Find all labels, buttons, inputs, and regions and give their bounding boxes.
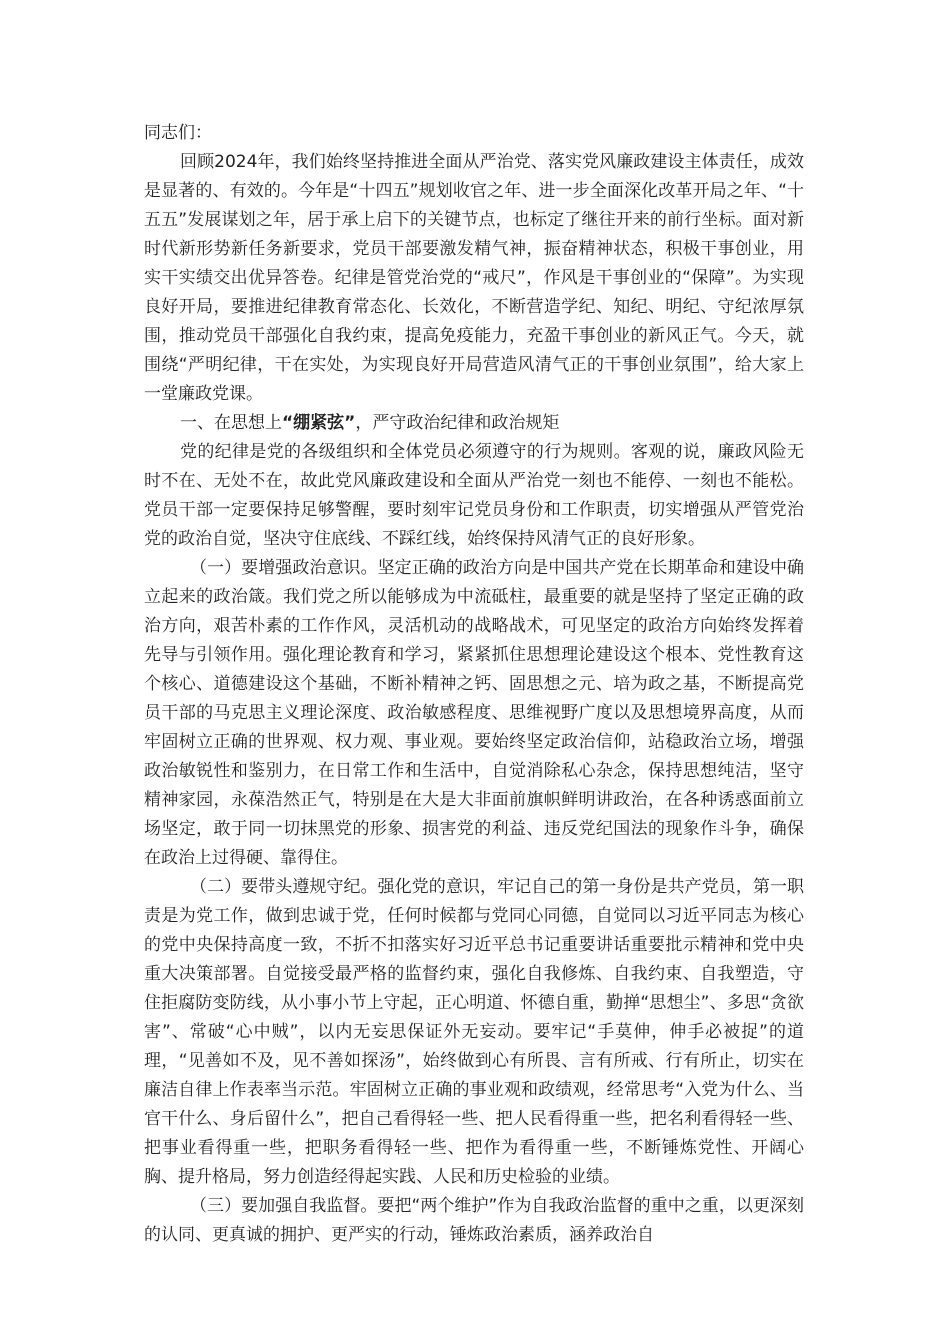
point-paragraph-3: （三）要加强自我监督。要把“两个维护”作为自我政治监督的重中之重，以更深刻的认同、更真诚的拥护、更严实的行动，锤炼政治素质，涵养政治自 [144,1196,804,1245]
document-body [144,119,804,1250]
section-heading-emphasis: “绷紧弦” [282,413,356,433]
point-paragraph-2: （二）要带头遵规守纪。强化党的意识，牢记自己的第一身份是共产党员，第一职责是为党工作，做到忠诚于党，任何时候都与党同心同德，自觉同以习近平同志为核心的党中央保持高度一致，不折不扣落实好习近平总书记重要讲话重要批示精神和党中央重大决策部署。自觉接受最严格的监督约束，强化自我修炼、自我约束、自我塑造，守住拒腐防变防线，从小事小节上守起，正心明道、怀德自重，勤掸“思想尘”、多思“贪欲害”、常破“心中贼”，以内无妄思保证外无妄动。要牢记“手莫伸，伸手必被捉”的道理，“见善如不及，见不善如探汤”，始终做到心有所畏、言有所戒、行有所止，切实在廉洁自律上作表率当示范。牢固树立正确的事业观和政绩观，经常思考“入党为什么、当官干什么、身后留什么”，把自己看得轻一些、把人民看得重一些，把名利看得轻一些、把事业看得重一些，把职务看得轻一些、把作为看得重一些，不断锤炼党性、开阔心胸、提升格局，努力创造经得起实践、人民和历史检验的业绩。 [144,877,804,1187]
section-heading [144,409,804,438]
point-paragraph-1: （一）要增强政治意识。坚定正确的政治方向是中国共产党在长期革命和建设中确立起来的政治箴。我们党之所以能够成为中流砥柱，最重要的就是坚持了坚定正确的政治方向，艰苦朴素的工作作风，灵活机动的战略战术，可见坚定的政治方向始终发挥着先导与引领作用。强化理论教育和学习，紧紧抓住思想理论建设这个根本、党性教育这个核心、道德建设这个基础，不断补精神之钙、固思想之元、培为政之基，不断提高党员干部的马克思主义理论深度、政治敏感程度、思维视野广度以及思想境界高度，从而牢固树立正确的世界观、权力观、事业观。要始终坚定政治信仰，站稳政治立场，增强政治敏锐性和鉴别力，在日常工作和生活中，自觉消除私心杂念，保持思想纯洁，坚守精神家园，永葆浩然正气，特别是在大是大非面前旗帜鲜明讲政治，在各种诱惑面前立场坚定，敢于同一切抹黑党的形象、损害党的利益、违反党纪国法的现象作斗争，确保在政治上过得硬、靠得住。 [144,558,804,868]
section-heading-prefix: 一、在思想上 [180,413,282,433]
section-heading-suffix: ，严守政治纪律和政治规矩 [355,413,560,433]
section-intro-paragraph: 党的纪律是党的各级组织和全体党员必须遵守的行为规则。客观的说，廉政风险无时不在、无处不在，故此党风廉政建设和全面从严治党一刻也不能停、一刻也不能松。党员干部一定要保持足够警醒，要时刻牢记党员身份和工作职责，切实增强从严管党治党的政治自觉，坚决守住底线、不踩红线，始终保持风清气正的良好形象。 [144,442,804,549]
salutation: 同志们： [144,123,212,143]
intro-paragraph: 回顾2024年，我们始终坚持推进全面从严治党、落实党风廉政建设主体责任，成效是显著的、有效的。今年是“十四五”规划收官之年、进一步全面深化改革开局之年、“十五五”发展谋划之年，居于承上启下的关键节点，也标定了继往开来的前行坐标。面对新时代新形势新任务新要求，党员干部要激发精气神，振奋精神状态，积极干事创业，用实干实绩交出优异答卷。纪律是管党治党的“戒尺”，作风是干事创业的“保障”。为实现良好开局，要推进纪律教育常态化、长效化，不断营造学纪、知纪、明纪、守纪浓厚氛围，推动党员干部强化自我约束，提高免疫能力，充盈干事创业的新风正气。今天，就围绕“严明纪律，干在实处，为实现良好开局营造风清气正的干事创业氛围”，给大家上一堂廉政党课。 [144,152,804,404]
